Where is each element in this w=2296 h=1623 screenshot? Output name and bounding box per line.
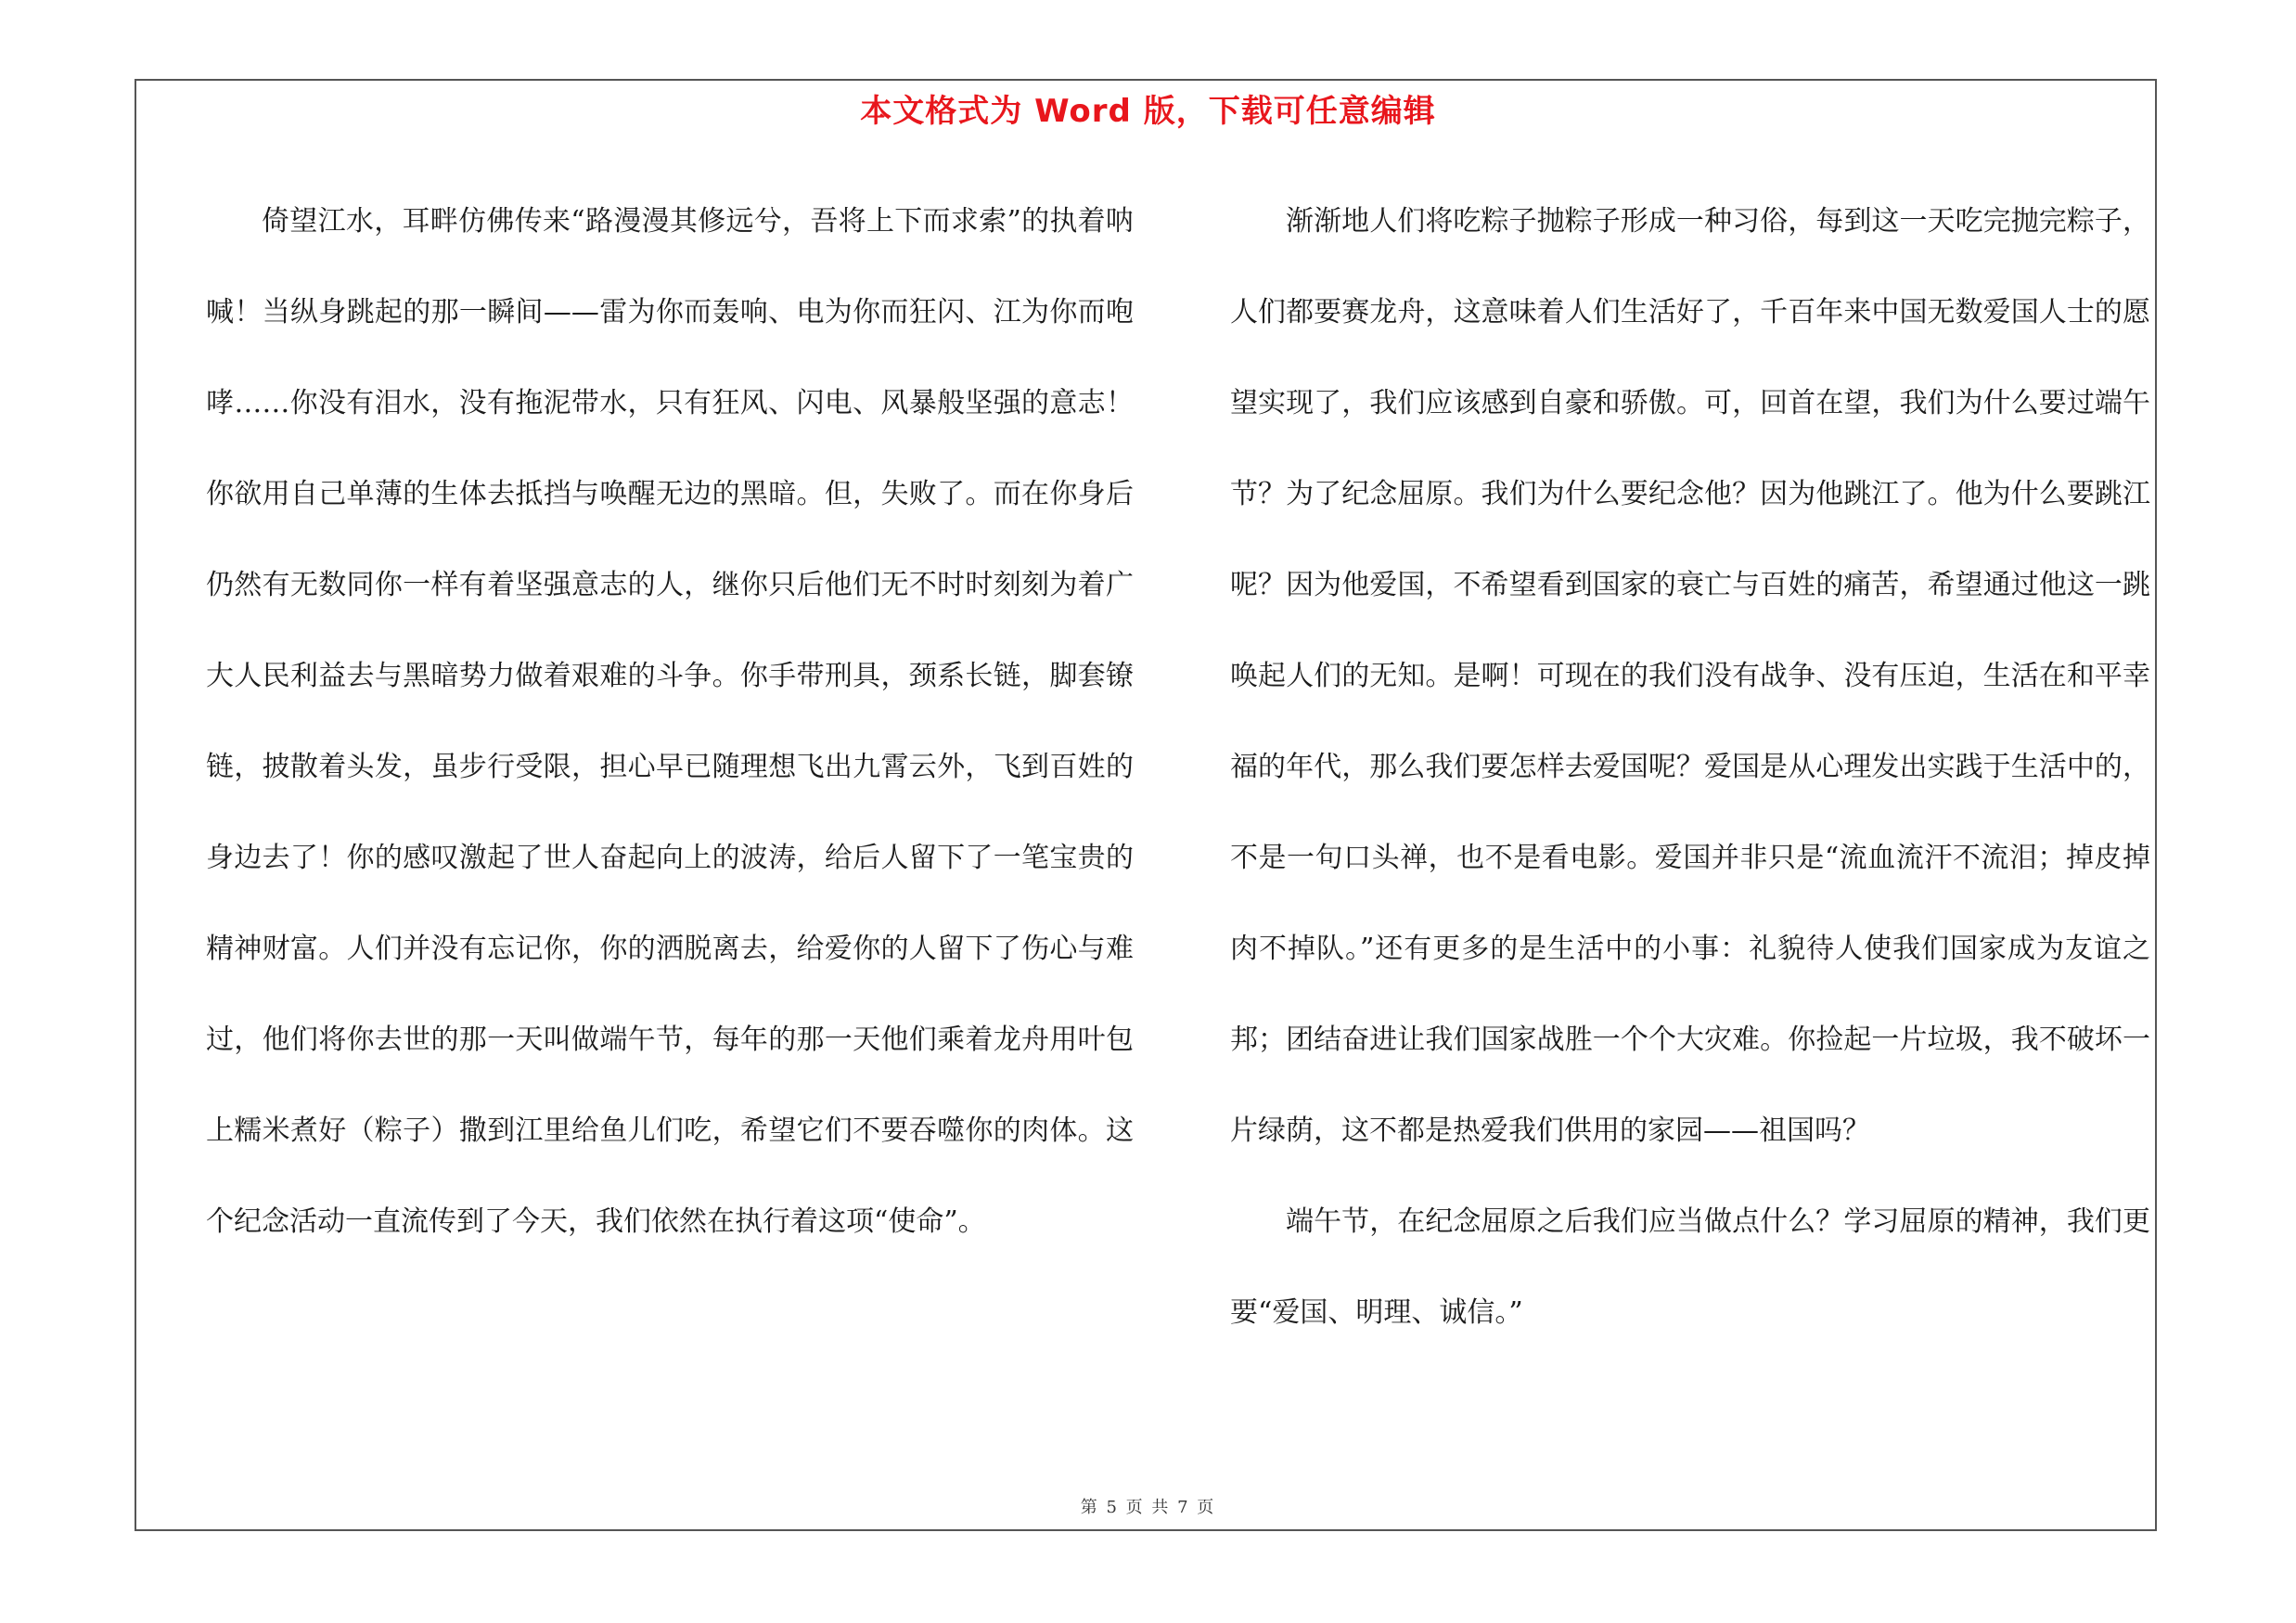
page-number-footer: 第 5 页 共 7 页	[1080, 1498, 1216, 1517]
right-paragraph-2: 端午节，在纪念屈原之后我们应当做点什么？学习屈原的精神，我们更要“爱国、明理、诚信。”	[1230, 1205, 2150, 1329]
right-paragraph-1: 渐渐地人们将吃粽子抛粽子形成一种习俗，每到这一天吃完抛完粽子，人们都要赛龙舟，这意味着人们生活好了，千百年来中国无数爱国人士的愿望实现了，我们应该感到自豪和骄傲。可，回首在望，我们为什么要过端午节？为了纪念屈原。我们为什么要纪念他？因为他跳江了。他为什么要跳江呢？因为他爱国，不希望看到国家的衰亡与百姓的痛苦，希望通过他这一跳唤起人们的无知。是啊！可现在的我们没有战争、没有压迫，生活在和平幸福的年代，那么我们要怎样去爱国呢？爱国是从心理发出实践于生活中的，不是一句口头禅，也不是看电影。爱国并非只是“流血流汗不流泪；掉皮掉肉不掉队。”还有更多的是生活中的小事：礼貌待人使我们国家成为友谊之邦；团结奋进让我们国家战胜一个个大灾难。你捡起一片垃圾，我不破坏一片绿荫，这不都是热爱我们供用的家园——祖国吗？	[1230, 205, 2150, 1147]
word-format-banner: 本文格式为 Word 版，下载可任意编辑	[860, 93, 1436, 130]
left-text-column	[206, 176, 1134, 1268]
right-text-column	[1230, 176, 2150, 1359]
left-paragraph-1: 倚望江水，耳畔仿佛传来“路漫漫其修远兮，吾将上下而求索”的执着呐喊！当纵身跳起的那一瞬间——雷为你而轰响、电为你而狂闪、江为你而咆哮……你没有泪水，没有拖泥带水，只有狂风、闪电、风暴般坚强的意志！你欲用自己单薄的生体去抵挡与唤醒无边的黑暗。但，失败了。而在你身后仍然有无数同你一样有着坚强意志的人，继你只后他们无不时时刻刻为着广大人民利益去与黑暗势力做着艰难的斗争。你手带刑具，颈系长链，脚套镣链，披散着头发，虽步行受限，担心早已随理想飞出九霄云外，飞到百姓的身边去了！你的感叹激起了世人奋起向上的波涛，给后人留下了一笔宝贵的精神财富。人们并没有忘记你，你的洒脱离去，给爱你的人留下了伤心与难过，他们将你去世的那一天叫做端午节，每年的那一天他们乘着龙舟用叶包上糯米煮好（粽子）撒到江里给鱼儿们吃，希望它们不要吞噬你的肉体。这个纪念活动一直流传到了今天，我们依然在执行着这项“使命”。	[206, 205, 1134, 1238]
